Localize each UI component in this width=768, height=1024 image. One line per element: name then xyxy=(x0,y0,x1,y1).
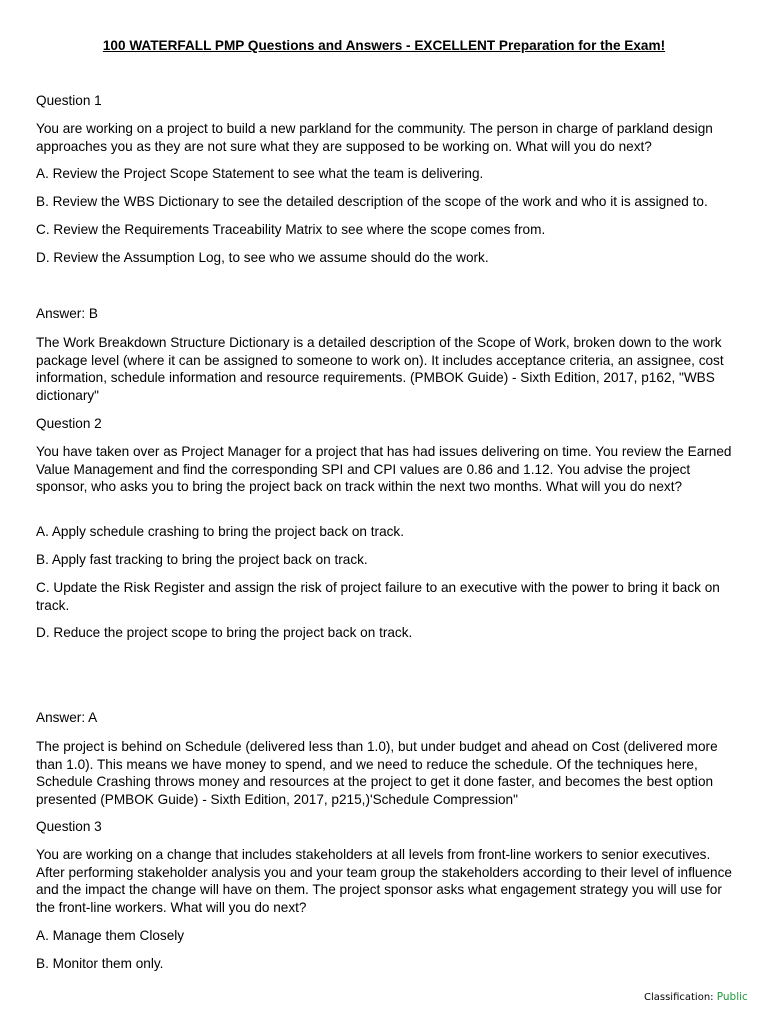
classification-value: Public xyxy=(716,991,748,1003)
question-2-heading: Question 2 xyxy=(36,416,102,431)
question-3-text: You are working on a change that includes stakeholders at all levels from front-line workers to senior executives. After performing stakeholder analysis you and your team group the stakeholders according to their level of influence and the impact the change will have on them. The project sponsor asks what engagement strategy you will use for the front-line workers. What will you do next? xyxy=(36,847,732,915)
classification-label: Classification: xyxy=(644,992,714,1003)
question-3-heading: Question 3 xyxy=(36,819,102,834)
question-2-option-b: B. Apply fast tracking to bring the project back on track. xyxy=(36,552,368,567)
question-1-option-a: A. Review the Project Scope Statement to see what the team is delivering. xyxy=(36,166,484,181)
question-1-option-c: C. Review the Requirements Traceability Matrix to see where the scope comes from. xyxy=(36,222,546,237)
question-2-option-d: D. Reduce the project scope to bring the project back on track. xyxy=(36,625,413,640)
question-1-text: You are working on a project to build a new parkland for the community. The person in charge of parkland design approaches you as they are not sure what they are supposed to be working on. What will you do next? xyxy=(36,121,713,154)
question-3-option-a: A. Manage them Closely xyxy=(36,928,185,943)
question-2-explanation: The project is behind on Schedule (delivered less than 1.0), but under budget and ahead on Cost (delivered more than 1.0). This means we have money to spend, and we need to reduce the schedule. Of the techniques here, Schedule Crashing throws money and resources at the project to get it done faster, and becomes the best option presented (PMBOK Guide) - Sixth Edition, 2017, p215,)'Schedule Compression" xyxy=(36,739,718,807)
question-1-heading: Question 1 xyxy=(36,93,102,108)
question-2-option-c: C. Update the Risk Register and assign the risk of project failure to an executive with the power to bring it back on track. xyxy=(36,580,720,613)
classification-footer xyxy=(644,990,748,1005)
question-1-explanation: The Work Breakdown Structure Dictionary is a detailed description of the Scope of Work, broken down to the work package level (where it can be assigned to someone to work on). It includes acceptance criteria, an assignee, cost information, schedule information and resource requirements. (PMBOK Guide) - Sixth Edition, 2017, p162, "WBS dictionary" xyxy=(36,335,724,403)
question-2-answer: Answer: A xyxy=(36,710,98,725)
question-1-option-b: B. Review the WBS Dictionary to see the detailed description of the scope of the work and who it is assigned to. xyxy=(36,194,708,209)
document-title: 100 WATERFALL PMP Questions and Answers - EXCELLENT Preparation for the Exam! xyxy=(102,38,666,53)
question-3-option-b: B. Monitor them only. xyxy=(36,956,164,971)
question-2-option-a: A. Apply schedule crashing to bring the project back on track. xyxy=(36,524,404,539)
question-1-option-d: D. Review the Assumption Log, to see who we assume should do the work. xyxy=(36,250,489,265)
question-1-answer: Answer: B xyxy=(36,306,98,321)
question-2-text: You have taken over as Project Manager for a project that has had issues delivering on time. You review the Earned Value Management and find the corresponding SPI and CPI values are 0.86 and 1.12. You advise the project sponsor, who asks you to bring the project back on track within the next two months. What will you do next? xyxy=(36,444,732,494)
